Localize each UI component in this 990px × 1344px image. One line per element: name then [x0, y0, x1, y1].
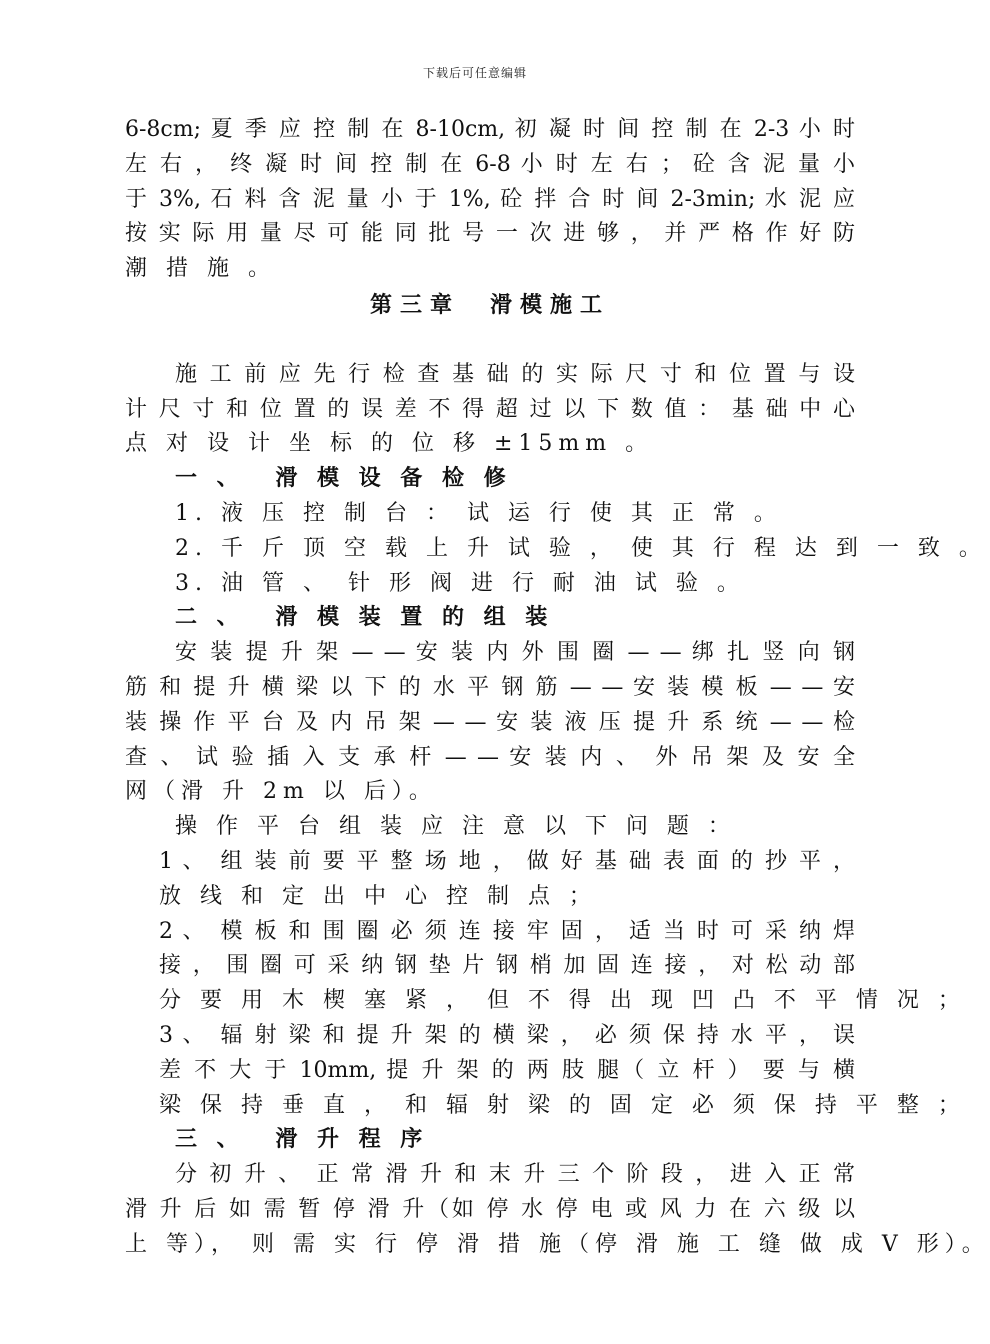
chapter-title: 第三章 滑模施工 [369, 292, 610, 318]
paragraph-line: 潮 措 施 。 [125, 256, 276, 282]
numbered-item-line: 2 、 模 板 和 围 圈 必 须 连 接 牢 固 ， 适 当 时 可 采 纳 焊 [159, 918, 855, 944]
paragraph-line: 操 作 平 台 组 装 应 注 意 以 下 问 题 ： [175, 814, 736, 840]
paragraph-line: 安 装 提 升 架 — — 安 装 内 外 围 圈 — — 绑 扎 竖 向 钢 [175, 640, 855, 666]
list-item: 1. 液 压 控 制 台 ： 试 运 行 使 其 正 常 。 [175, 500, 782, 526]
document-body [125, 113, 990, 1263]
numbered-item-line: 3 、 辐 射 梁 和 提 升 架 的 横 梁 ， 必 须 保 持 水 平 ， 误 [159, 1022, 855, 1048]
paragraph-line: 上 等）， 则 需 实 行 停 滑 措 施（停 滑 施 工 缝 做 成 V 形）。 [125, 1231, 990, 1257]
section-heading: 一 、 滑 模 设 备 检 修 [175, 466, 512, 492]
section-heading: 三 、 滑 升 程 序 [175, 1127, 429, 1153]
paragraph-line: 筋 和 提 升 横 梁 以 下 的 水 平 钢 筋 — — 安 装 模 板 — — 安 [125, 674, 855, 700]
numbered-item-line: 差 不 大 于 10mm, 提 升 架 的 两 肢 腿（ 立 杆 ） 要 与 横 [159, 1057, 855, 1083]
list-item: 2. 千 斤 顶 空 载 上 升 试 验 ， 使 其 行 程 达 到 一 致 。 [175, 535, 987, 561]
paragraph-line: 点 对 设 计 坐 标 的 位 移 ±15mm 。 [125, 431, 654, 457]
numbered-item-line: 梁 保 持 垂 直 ， 和 辐 射 梁 的 固 定 必 须 保 持 平 整 ； [159, 1092, 966, 1118]
paragraph-line: 查 、 试 验 插 入 支 承 杆 — — 安 装 内 、 外 吊 架 及 安 全 [125, 744, 855, 770]
paragraph-line: 滑 升 后 如 需 暂 停 滑 升（如 停 水 停 电 或 风 力 在 六 级 以 [125, 1196, 855, 1222]
paragraph-line: 网（滑 升 2m 以 后）。 [125, 779, 437, 805]
list-item: 3. 油 管 、 针 形 阀 进 行 耐 油 试 验 。 [175, 570, 745, 596]
paragraph-line: 于 3%, 石 料 含 泥 量 小 于 1%, 砼 拌 合 时 间 2-3min; 水 泥 应 [125, 186, 855, 212]
numbered-item-line: 分 要 用 木 楔 塞 紧 ， 但 不 得 出 现 凹 凸 不 平 情 况 ； [159, 988, 966, 1014]
paragraph-line: 按 实 际 用 量 尽 可 能 同 批 号 一 次 进 够 ， 并 严 格 作 好 防 [125, 221, 855, 247]
paragraph-line: 左 右 ， 终 凝 时 间 控 制 在 6-8 小 时 左 右 ； 砼 含 泥 量 小 [125, 151, 855, 177]
numbered-item-line: 放 线 和 定 出 中 心 控 制 点 ； [159, 883, 597, 909]
paragraph-line: 计 尺 寸 和 位 置 的 误 差 不 得 超 过 以 下 数 值 ： 基 础 中 心 [125, 396, 855, 422]
paragraph-line: 施 工 前 应 先 行 检 查 基 础 的 实 际 尺 寸 和 位 置 与 设 [175, 361, 855, 387]
section-heading: 二 、 滑 模 装 置 的 组 装 [175, 605, 554, 631]
paragraph-line: 6-8cm; 夏 季 应 控 制 在 8-10cm, 初 凝 时 间 控 制 在 2-3 小 时 [125, 117, 855, 142]
numbered-item-line: 接 ， 围 圈 可 采 纳 钢 垫 片 钢 梢 加 固 连 接 ， 对 松 动 部 [159, 953, 855, 979]
paragraph-line: 分 初 升 、 正 常 滑 升 和 末 升 三 个 阶 段 ， 进 入 正 常 [175, 1162, 855, 1188]
paragraph-line: 装 操 作 平 台 及 内 吊 架 — — 安 装 液 压 提 升 系 统 — — 检 [125, 709, 855, 735]
numbered-item-line: 1 、 组 装 前 要 平 整 场 地 ， 做 好 基 础 表 面 的 抄 平 ， [159, 848, 855, 874]
page-header: 下载后可任意编辑 [422, 66, 527, 80]
